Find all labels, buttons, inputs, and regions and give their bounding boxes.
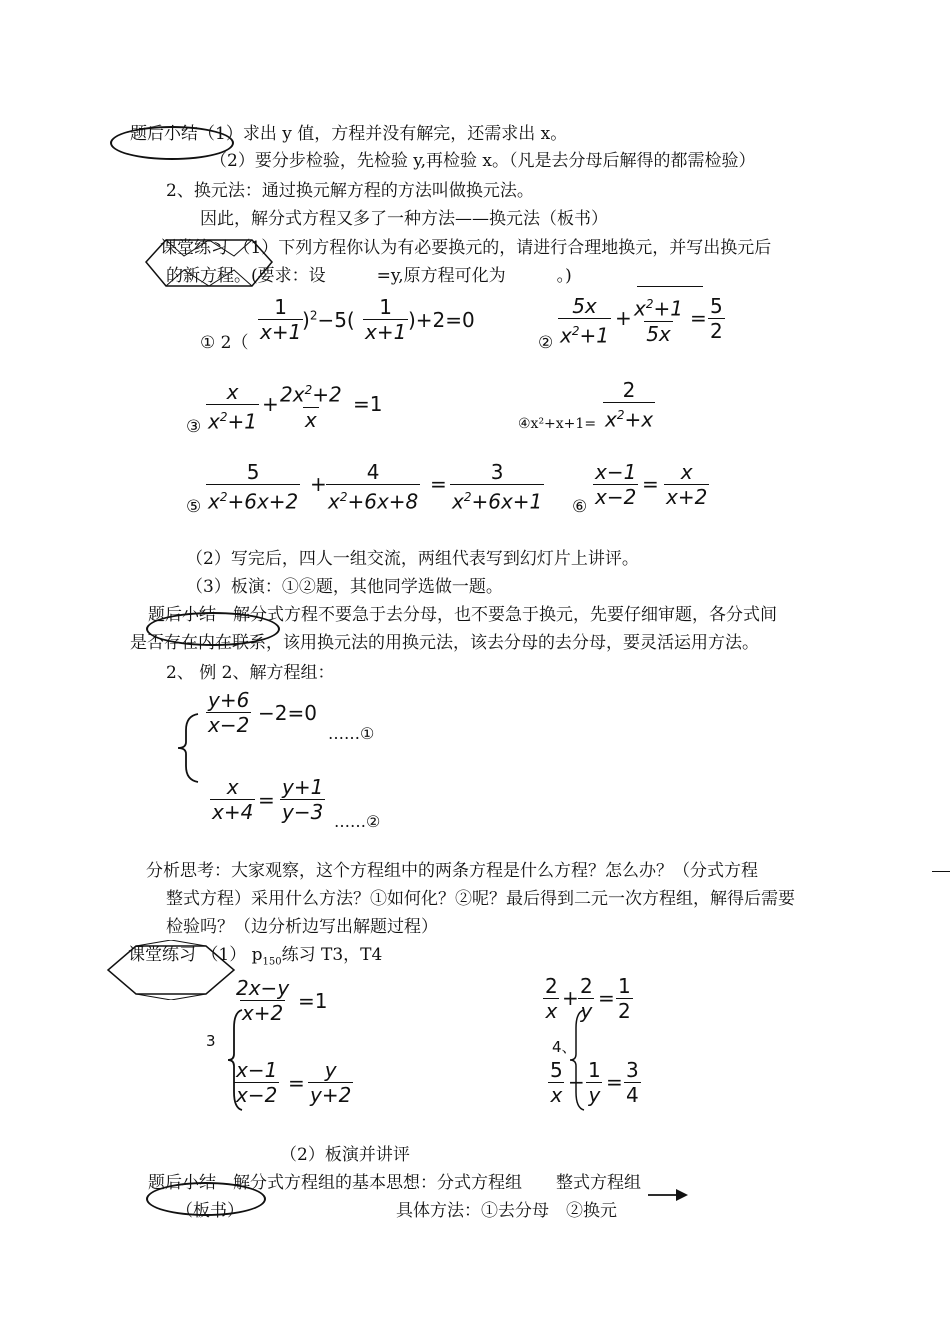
eq5-eq: = bbox=[430, 472, 447, 496]
eq4-label: ④x²+x+1= bbox=[518, 416, 597, 432]
sys1-tag: ……① bbox=[328, 724, 375, 743]
sys1-frac-a: $\frac{y+6}{x-2}$ bbox=[208, 688, 250, 737]
specific-methods-line: 具体方法：①去分母 ②换元 bbox=[396, 1201, 617, 1221]
sys4-eq-a: = bbox=[598, 986, 615, 1010]
summary-line-1: 题后小结（1）求出 y 值，方程并没有解完，还需求出 x。 bbox=[130, 124, 568, 144]
sys1-rest: −2=0 bbox=[258, 701, 317, 725]
brace-4 bbox=[568, 1008, 588, 1112]
eq6-eq: = bbox=[642, 472, 659, 496]
sys4-frac-a: $\frac{2}{x}$ bbox=[545, 974, 558, 1023]
eq2-frac-b: $\frac{x^2+1}{5x}$ bbox=[634, 296, 683, 346]
eq3-frac-b: $\frac{2x^2+2}{x}$ bbox=[280, 382, 342, 432]
sys3-number: 3 bbox=[206, 1032, 216, 1050]
practice-line-2: 的新方程。(要求：设 =y,原方程可化为 。) bbox=[166, 266, 572, 286]
sys4-number: 4、 bbox=[552, 1038, 577, 1056]
sys2-frac-b: $\frac{y+1}{y-3}$ bbox=[282, 775, 324, 824]
sys4-eq-b: = bbox=[606, 1070, 623, 1094]
eq3-label: ③ bbox=[186, 417, 202, 437]
sys4-plus: + bbox=[562, 986, 579, 1010]
eq1-frac-a: $\frac{1}{x+1}$ bbox=[260, 295, 302, 344]
eq5-frac-a: $\frac{5}{x^2+6x+2}$ bbox=[208, 460, 299, 514]
board-demo-line: （2）板演并讲评 bbox=[280, 1145, 410, 1165]
summary-2-line-1: 题后小结 解分式方程不要急于去分母，也不要急于换元，先要仔细审题，各分式间 bbox=[148, 605, 777, 625]
sys3-eq: = bbox=[288, 1071, 305, 1095]
blank-line bbox=[637, 286, 703, 287]
substitution-method-line: 2、换元法：通过换元解方程的方法叫做换元法。 bbox=[166, 181, 534, 201]
sys2-tag: ……② bbox=[334, 812, 381, 831]
sys3-frac-c: $\frac{y}{y+2}$ bbox=[310, 1058, 352, 1107]
board-note: （板书） bbox=[176, 1201, 244, 1221]
sys4-frac-d: $\frac{5}{x}$ bbox=[550, 1058, 563, 1107]
eq3-frac-a: $\frac{x}{x^2+1}$ bbox=[208, 380, 257, 434]
eq1-label: ① 2（ bbox=[200, 333, 249, 353]
sys4-minus: − bbox=[568, 1070, 585, 1094]
eq3-end: =1 bbox=[353, 392, 383, 416]
eq1-end: )+2=0 bbox=[408, 308, 475, 332]
brace-1 bbox=[176, 712, 202, 784]
sys2-frac-a: $\frac{x}{x+4}$ bbox=[212, 775, 254, 824]
eq2-label: ② bbox=[538, 333, 554, 353]
practice-line-1: 课堂练习 （1）下列方程你认为有必要换元的，请进行合理地换元，并写出换元后 bbox=[160, 238, 772, 258]
eq5-plus: + bbox=[310, 472, 327, 496]
sys3-frac-b: $\frac{x-1}{x-2}$ bbox=[236, 1058, 278, 1107]
practice-2-line: 课堂练习 （1） $p_{150}$练习 T3，T4 bbox=[128, 945, 383, 968]
sys4-frac-b: $\frac{2}{y}$ bbox=[580, 974, 593, 1023]
eq6-frac-a: $\frac{x-1}{x-2}$ bbox=[595, 460, 637, 509]
summary-2-line-2: 是否存在内在联系，该用换元法的用换元法，该去分母的去分母，要灵活运用方法。 bbox=[130, 633, 759, 653]
analysis-line-3: 检验吗？（边分析边写出解题过程） bbox=[166, 917, 438, 937]
eq3-plus: + bbox=[262, 392, 279, 416]
sys3-frac-a: $\frac{2x-y}{x+2}$ bbox=[236, 976, 290, 1025]
eq2-eq: = bbox=[690, 306, 707, 330]
sys4-frac-f: $\frac{3}{4}$ bbox=[626, 1058, 639, 1107]
arrow-right-icon bbox=[648, 1188, 688, 1202]
analysis-line-2: 整式方程）采用什么方法？①如何化？②呢？最后得到二元一次方程组，解得后需要 bbox=[166, 889, 795, 909]
analysis-line-1: 分析思考：大家观察，这个方程组中的两条方程是什么方程？怎么办？（分式方程 bbox=[146, 861, 758, 881]
eq5-label: ⑤ bbox=[186, 497, 202, 517]
eq2-frac-c: $\frac{5}{2}$ bbox=[710, 294, 723, 343]
eq2-frac-a: $\frac{5x}{x^2+1}$ bbox=[560, 294, 609, 348]
sys4-frac-c: $\frac{1}{2}$ bbox=[618, 974, 631, 1023]
eq6-label: ⑥ bbox=[572, 497, 588, 517]
sys4-frac-e: $\frac{1}{y}$ bbox=[588, 1058, 601, 1107]
summary-line-2: （2）要分步检验，先检验 y,再检验 x。（凡是去分母后解得的都需检验） bbox=[210, 151, 756, 171]
step-2-line: （2）写完后，四人一组交流，两组代表写到幻灯片上讲评。 bbox=[186, 549, 639, 569]
example-2-line: 2、 例 2、解方程组： bbox=[166, 663, 335, 683]
eq4-frac: $\frac{2}{x^2+x}$ bbox=[605, 378, 654, 432]
therefore-line: 因此，解分式方程又多了一种方法——换元法（板书） bbox=[200, 209, 608, 229]
step-3-line: （3）板演：①②题，其他同学选做一题。 bbox=[186, 577, 503, 597]
summary-3-line: 题后小结 解分式方程组的基本思想：分式方程组 整式方程组 bbox=[148, 1173, 641, 1193]
margin-dash bbox=[932, 871, 950, 872]
sys3-a-rest: =1 bbox=[298, 989, 328, 1013]
eq1-middle: )$^2$−5( bbox=[302, 308, 355, 332]
eq5-frac-c: $\frac{3}{x^2+6x+1}$ bbox=[452, 460, 543, 514]
eq6-frac-b: $\frac{x}{x+2}$ bbox=[666, 460, 708, 509]
eq1-frac-b: $\frac{1}{x+1}$ bbox=[365, 295, 407, 344]
eq5-frac-b: $\frac{4}{x^2+6x+8}$ bbox=[328, 460, 419, 514]
sys2-eq: = bbox=[258, 788, 275, 812]
eq2-plus: + bbox=[615, 306, 632, 330]
